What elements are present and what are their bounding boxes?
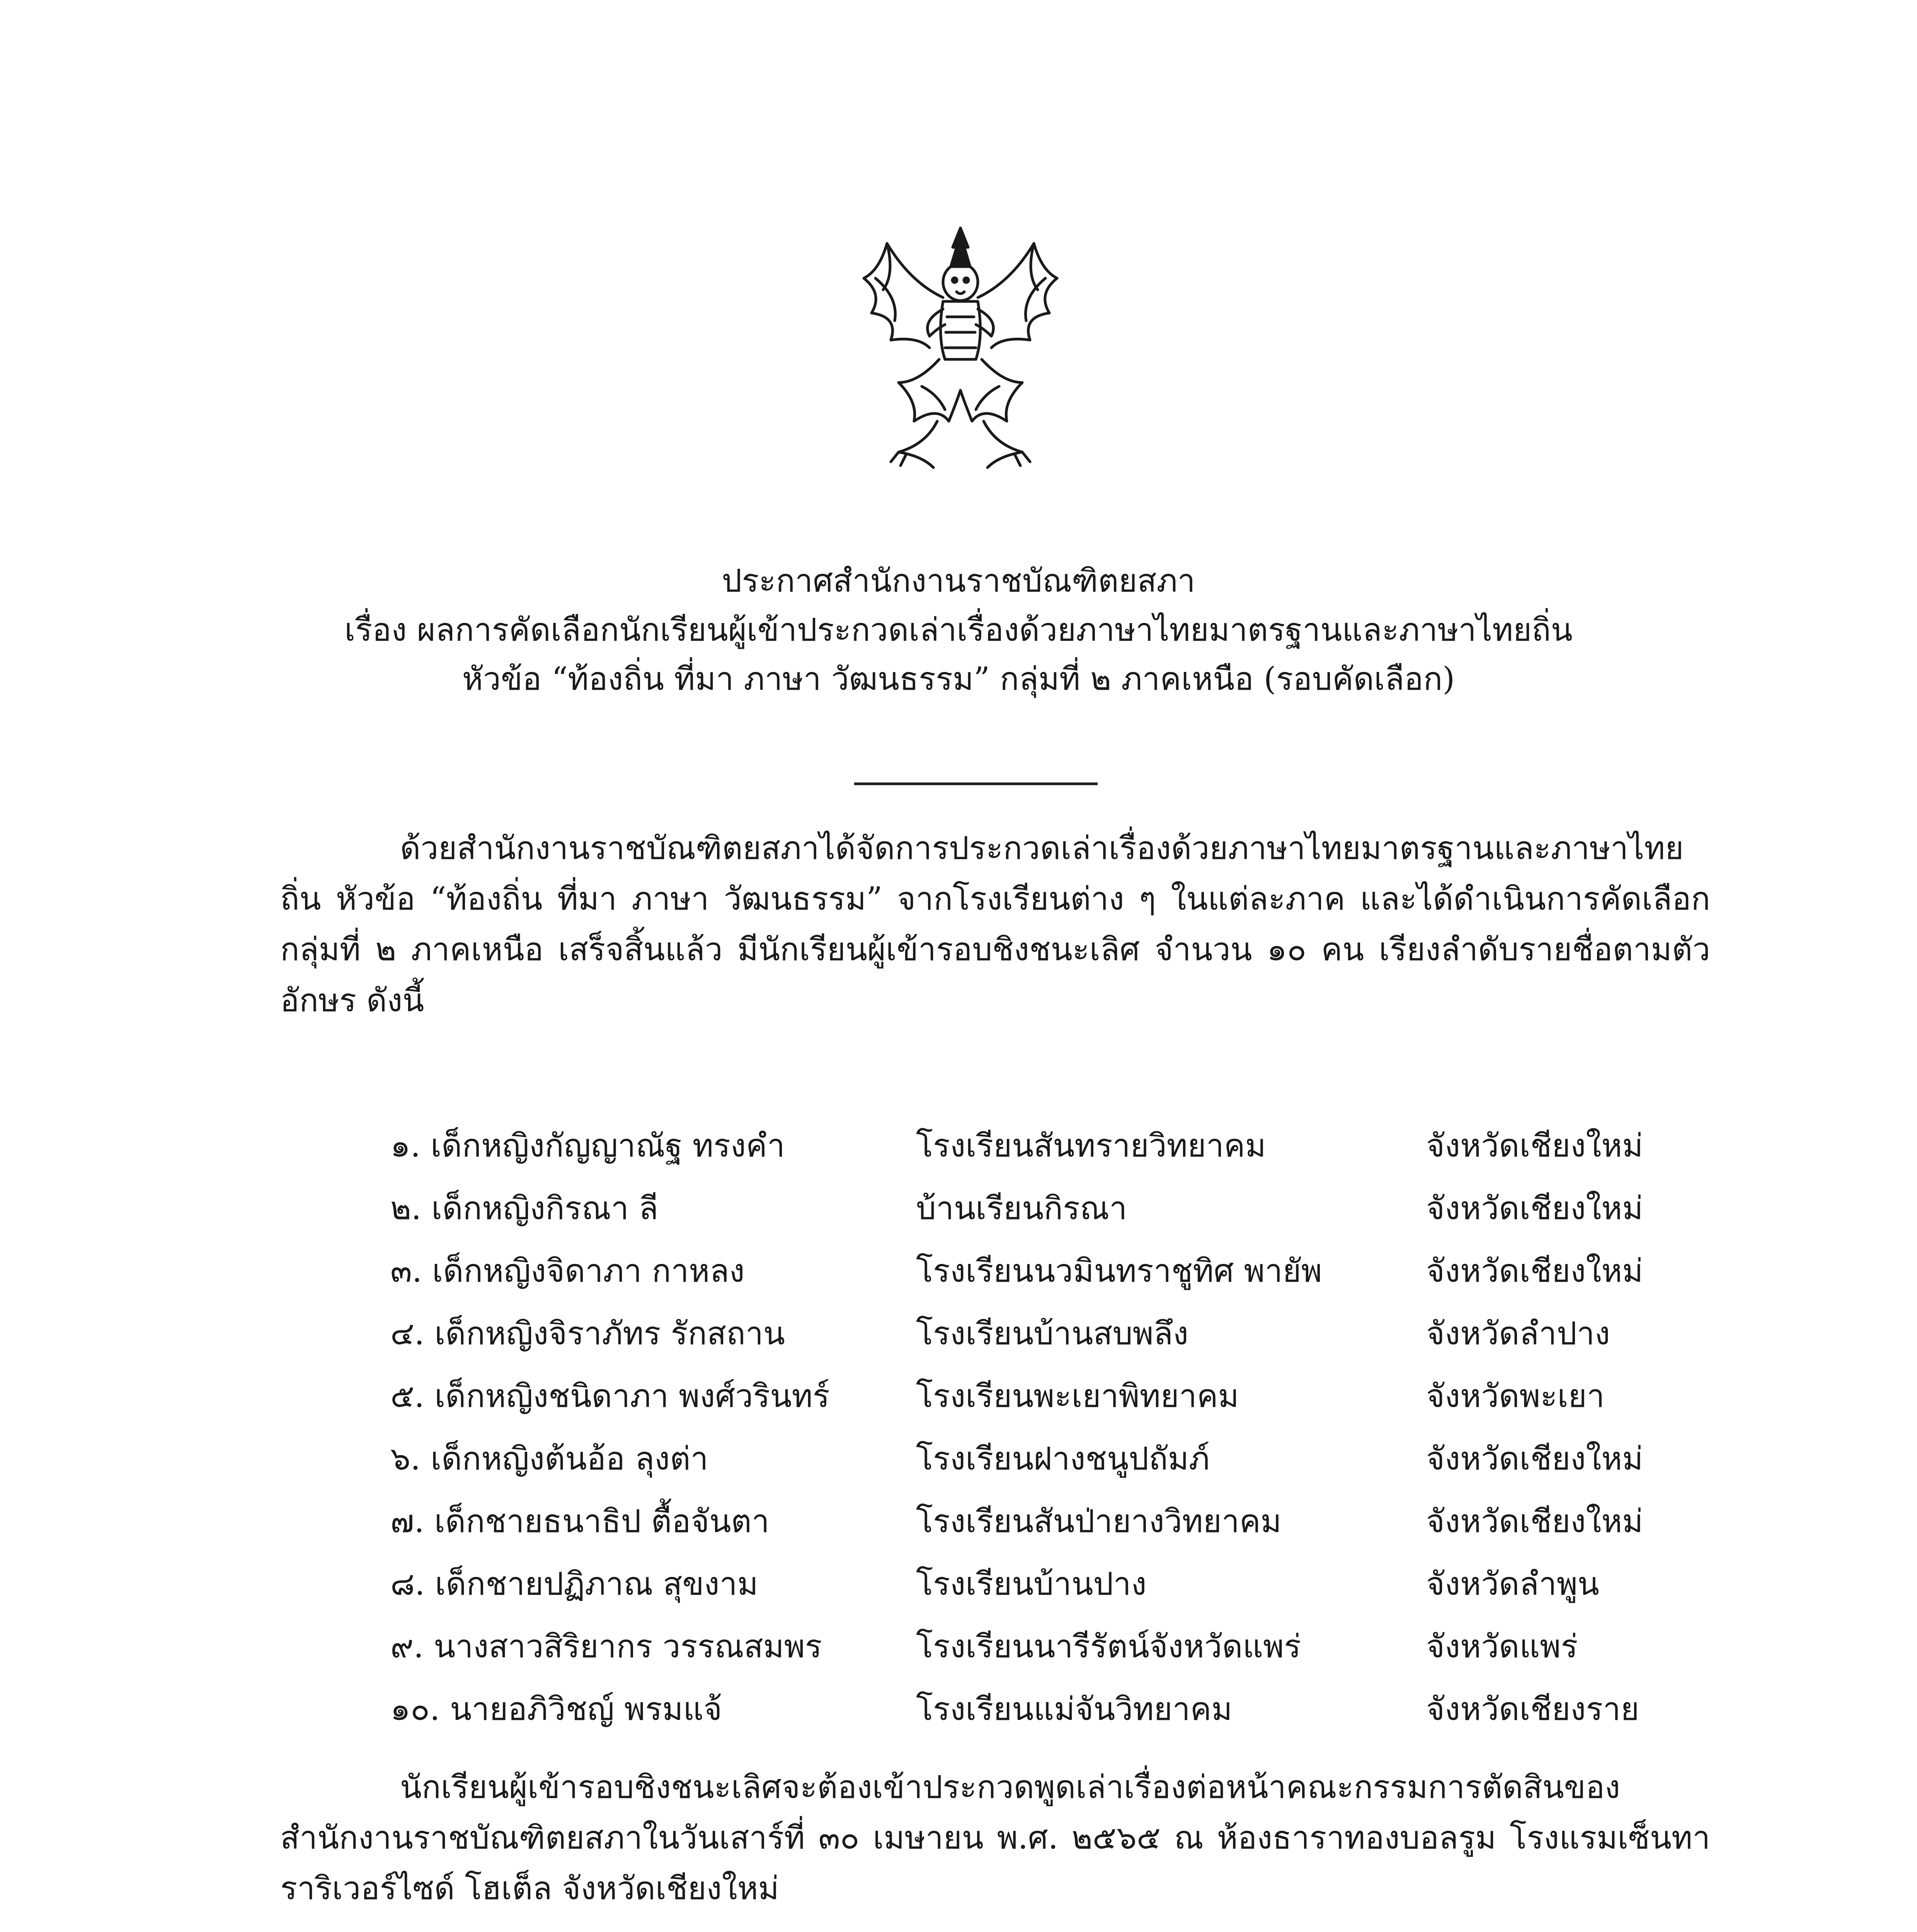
student-name: ๒. เด็กหญิงกิรณา ลี bbox=[390, 1190, 659, 1227]
student-list bbox=[390, 1121, 1704, 1747]
list-item bbox=[390, 1434, 1704, 1496]
student-name: ๖. เด็กหญิงต้นอ้อ ลุงต่า bbox=[390, 1440, 708, 1477]
list-item bbox=[390, 1621, 1704, 1684]
student-province: จังหวัดเชียงใหม่ bbox=[1426, 1503, 1643, 1540]
student-school: โรงเรียนพะเยาพิทยาคม bbox=[916, 1378, 1239, 1415]
list-item bbox=[390, 1496, 1704, 1559]
student-province: จังหวัดลำปาง bbox=[1426, 1315, 1610, 1352]
header-title: ประกาศสำนักงานราชบัณฑิตยสภา bbox=[722, 563, 1195, 599]
student-province: จังหวัดเชียงใหม่ bbox=[1426, 1190, 1643, 1227]
student-province: จังหวัดลำพูน bbox=[1426, 1566, 1599, 1602]
student-school: โรงเรียนบ้านปาง bbox=[916, 1566, 1147, 1602]
header-divider bbox=[854, 782, 1098, 785]
student-school: โรงเรียนฝางชนูปถัมภ์ bbox=[916, 1440, 1210, 1477]
list-item bbox=[390, 1371, 1704, 1434]
list-item bbox=[390, 1183, 1704, 1246]
student-name: ๕. เด็กหญิงชนิดาภา พงศ์วรินทร์ bbox=[390, 1378, 830, 1415]
student-school: โรงเรียนนวมินทราชูทิศ พายัพ bbox=[916, 1253, 1322, 1289]
student-province: จังหวัดเชียงใหม่ bbox=[1426, 1128, 1643, 1164]
student-name: ๙. นางสาวสิริยากร วรรณสมพร bbox=[390, 1628, 822, 1665]
student-name: ๔. เด็กหญิงจิราภัทร รักสถาน bbox=[390, 1315, 785, 1352]
intro-paragraph: ด้วยสำนักงานราชบัณฑิตยสภาได้จัดการประกวดเล่าเรื่องด้วยภาษาไทยมาตรฐานและภาษาไทยถิ่น หัวข้อ “ท้องถิ่น ที่มา ภาษา วัฒนธรรม” จากโรงเรียนต่าง ๆ ในแต่ละภาค และได้ดำเนินการคัดเลือกกลุ่มที่ ๒ ภาคเหนือ เสร็จสิ้นแล้ว มีนักเรียนผู้เข้ารอบชิงชนะเลิศ จำนวน ๑๐ คน เรียงลำดับรายชื่อตามตัวอักษร ดังนี้ bbox=[280, 830, 1710, 1019]
student-name: ๗. เด็กชายธนาธิป ตื้อจันตา bbox=[390, 1503, 770, 1540]
student-school: โรงเรียนแม่จันวิทยาคม bbox=[916, 1691, 1233, 1728]
closing-paragraph: นักเรียนผู้เข้ารอบชิงชนะเลิศจะต้องเข้าประกวดพูดเล่าเรื่องต่อหน้าคณะกรรมการตัดสินของสำนักงานราชบัณฑิตยสภาในวันเสาร์ที่ ๓๐ เมษายน พ.ศ. ๒๕๖๕ ณ ห้องธาราทองบอลรูม โรงแรมเซ็นทาราริเวอร์ไซด์ โฮเต็ล จังหวัดเชียงใหม่ bbox=[280, 1769, 1710, 1907]
list-item bbox=[390, 1308, 1704, 1371]
student-name: ๘. เด็กชายปฏิภาณ สุขงาม bbox=[390, 1566, 758, 1602]
student-name: ๑. เด็กหญิงกัญญาณัฐ ทรงคำ bbox=[390, 1128, 785, 1164]
header-topic: หัวข้อ “ท้องถิ่น ที่มา ภาษา วัฒนธรรม” กลุ่มที่ ๒ ภาคเหนือ (รอบคัดเลือก) bbox=[462, 661, 1455, 698]
student-name: ๓. เด็กหญิงจิดาภา กาหลง bbox=[390, 1253, 745, 1289]
student-province: จังหวัดเชียงใหม่ bbox=[1426, 1440, 1643, 1477]
list-item bbox=[390, 1121, 1704, 1183]
header-subject: เรื่อง ผลการคัดเลือกนักเรียนผู้เข้าประกวดเล่าเรื่องด้วยภาษาไทยมาตรฐานและภาษาไทยถิ่น bbox=[344, 612, 1573, 649]
garuda-emblem-icon bbox=[841, 220, 1080, 475]
student-province: จังหวัดแพร่ bbox=[1426, 1628, 1578, 1665]
student-province: จังหวัดเชียงใหม่ bbox=[1426, 1253, 1643, 1289]
student-school: บ้านเรียนกิรณา bbox=[916, 1190, 1127, 1227]
student-school: โรงเรียนบ้านสบพลึง bbox=[916, 1315, 1188, 1352]
student-school: โรงเรียนสันป่ายางวิทยาคม bbox=[916, 1503, 1282, 1540]
student-name: ๑๐. นายอภิวิชญ์ พรมแจ้ bbox=[390, 1691, 722, 1728]
announcement-header bbox=[0, 556, 1917, 704]
list-item bbox=[390, 1684, 1704, 1747]
student-school: โรงเรียนสันทรายวิทยาคม bbox=[916, 1128, 1266, 1164]
list-item bbox=[390, 1559, 1704, 1621]
student-province: จังหวัดพะเยา bbox=[1426, 1378, 1605, 1415]
student-school: โรงเรียนนารีรัตน์จังหวัดแพร่ bbox=[916, 1628, 1301, 1665]
list-item bbox=[390, 1246, 1704, 1308]
student-province: จังหวัดเชียงราย bbox=[1426, 1691, 1639, 1728]
